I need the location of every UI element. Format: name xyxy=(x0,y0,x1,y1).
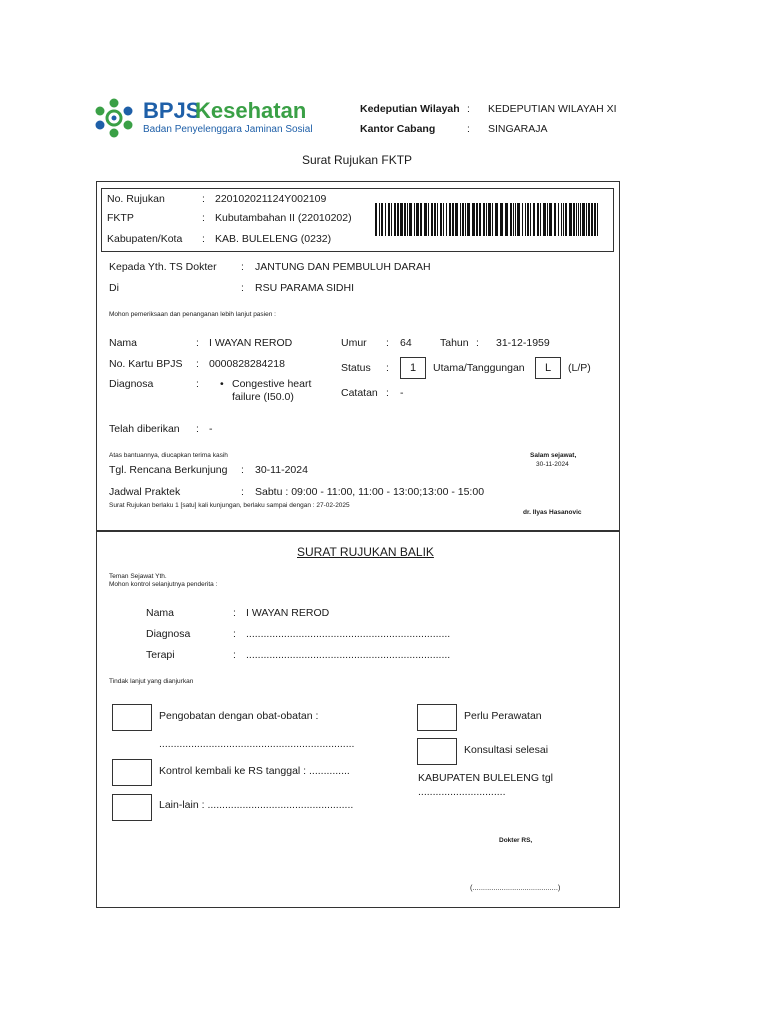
balik-nama-label: Nama xyxy=(146,607,175,619)
balik-diagnosa-value: ...................................................................... xyxy=(246,628,451,640)
tahun-value: 31-12-1959 xyxy=(496,337,550,349)
kantor-value: SINGARAJA xyxy=(488,123,548,135)
barcode-bar xyxy=(554,203,556,236)
colon: : xyxy=(233,649,236,661)
colon: : xyxy=(241,464,244,476)
kedeputian-label: Kedeputian Wilayah xyxy=(360,103,460,115)
barcode-bar xyxy=(582,203,585,236)
barcode-bar xyxy=(569,203,572,236)
barcode-bar xyxy=(437,203,438,236)
pengobatan-label: Pengobatan dengan obat-obatan : xyxy=(159,710,319,722)
barcode-bar xyxy=(597,203,598,236)
diagnosa-label: Diagnosa xyxy=(109,378,154,390)
barcode-bar xyxy=(431,203,433,236)
barcode-bar xyxy=(397,203,399,236)
logo-brand: BPJS xyxy=(143,98,201,123)
barcode-bar xyxy=(537,203,539,236)
teman-text: Teman Sejawat Yth. xyxy=(109,573,167,580)
nama-value: I WAYAN REROD xyxy=(209,337,293,349)
kab-tgl-label: KABUPATEN BULELENG tgl xyxy=(418,772,553,784)
barcode-bar xyxy=(428,203,429,236)
barcode-bar xyxy=(476,203,478,236)
barcode-bar xyxy=(452,203,454,236)
pengobatan-dots: ................................................................... xyxy=(159,738,355,750)
barcode-bar xyxy=(513,203,514,236)
bpjs-logo xyxy=(95,98,315,140)
colon: : xyxy=(233,628,236,640)
barcode-bar xyxy=(479,203,481,236)
barcode-bar xyxy=(449,203,451,236)
barcode-bar xyxy=(472,203,475,236)
utama-label: Utama/Tanggungan xyxy=(433,362,525,374)
barcode-bar xyxy=(522,203,523,236)
mohon-kontrol-text: Mohon kontrol selanjutnya penderita : xyxy=(109,581,218,588)
barcode-bar xyxy=(385,203,386,236)
barcode-bar xyxy=(495,203,498,236)
kepada-value: JANTUNG DAN PEMBULUH DARAH xyxy=(255,261,431,273)
barcode-bar xyxy=(483,203,485,236)
kepada-label: Kepada Yth. TS Dokter xyxy=(109,261,217,273)
di-label: Di xyxy=(109,282,119,294)
tgl-label: Tgl. Rencana Berkunjung xyxy=(109,464,228,476)
barcode-bar xyxy=(467,203,470,236)
catatan-value: - xyxy=(400,387,404,399)
barcode-bar xyxy=(404,203,406,236)
colon: : xyxy=(467,123,470,135)
barcode-bar xyxy=(530,203,531,236)
umur-label: Umur xyxy=(341,337,367,349)
status-value-box: 1 xyxy=(400,357,426,379)
barcode-bar xyxy=(510,203,512,236)
konsultasi-checkbox[interactable] xyxy=(417,738,457,765)
lain-label: Lain-lain : .................................................. xyxy=(159,799,354,811)
kantor-label: Kantor Cabang xyxy=(360,123,436,135)
gender-value-box: L xyxy=(535,357,561,379)
balik-terapi-value: ...................................................................... xyxy=(246,649,451,661)
logo-brand2: Kesehatan xyxy=(195,98,307,123)
colon: : xyxy=(241,282,244,294)
colon: : xyxy=(202,233,205,245)
barcode-image xyxy=(375,203,599,236)
barcode-bar xyxy=(455,203,458,236)
perawatan-label: Perlu Perawatan xyxy=(464,710,542,722)
barcode-bar xyxy=(533,203,535,236)
kontrol-checkbox[interactable] xyxy=(112,759,152,786)
gender-hint: (L/P) xyxy=(568,362,591,374)
colon: : xyxy=(386,387,389,399)
barcode-bar xyxy=(561,203,562,236)
barcode-bar xyxy=(488,203,491,236)
tindak-text: Tindak lanjut yang dianjurkan xyxy=(109,678,194,685)
colon: : xyxy=(386,337,389,349)
balik-title: SURAT RUJUKAN BALIK xyxy=(297,545,434,559)
kartu-label: No. Kartu BPJS xyxy=(109,358,183,370)
jadwal-value: Sabtu : 09:00 - 11:00, 11:00 - 13:00;13:00 - 15:00 xyxy=(255,486,485,498)
colon: : xyxy=(241,261,244,273)
barcode-bar xyxy=(462,203,464,236)
kartu-value: 0000828284218 xyxy=(209,358,285,370)
barcode-bar xyxy=(563,203,564,236)
barcode-bar xyxy=(525,203,526,236)
barcode-bar xyxy=(515,203,516,236)
barcode-bar xyxy=(500,203,503,236)
konsultasi-label: Konsultasi selesai xyxy=(464,744,549,756)
barcode-bar xyxy=(586,203,587,236)
balik-diagnosa-label: Diagnosa xyxy=(146,628,191,640)
barcode-bar xyxy=(394,203,396,236)
berlaku-text: Surat Rujukan berlaku 1 [satu] kali kunjungan, berlaku sampai dengan : 27-02-2025 xyxy=(109,502,350,509)
barcode-bar xyxy=(547,203,548,236)
barcode-bar xyxy=(580,203,581,236)
diagnosa-value-2: failure (I50.0) xyxy=(232,391,294,403)
kab-tgl-dots: .............................. xyxy=(418,786,506,798)
barcode-bar xyxy=(527,203,529,236)
balik-nama-value: I WAYAN REROD xyxy=(246,607,330,619)
barcode-bar xyxy=(540,203,541,236)
barcode-bar xyxy=(505,203,508,236)
barcode-bar xyxy=(591,203,593,236)
barcode-bar xyxy=(414,203,415,236)
barcode-bar xyxy=(416,203,419,236)
barcode-bar xyxy=(388,203,390,236)
di-value: RSU PARAMA SIDHI xyxy=(255,282,354,294)
barcode-bar xyxy=(549,203,552,236)
colon: : xyxy=(196,423,199,435)
balik-terapi-label: Terapi xyxy=(146,649,175,661)
barcode-bar xyxy=(446,203,447,236)
barcode-bar xyxy=(375,203,377,236)
barcode-bar xyxy=(381,203,383,236)
telah-value: - xyxy=(209,423,213,435)
barcode-bar xyxy=(424,203,427,236)
no-rujukan-label: No. Rujukan xyxy=(107,193,165,205)
barcode-bar xyxy=(543,203,546,236)
dokter-rs-label: Dokter RS, xyxy=(499,837,533,844)
nama-label: Nama xyxy=(109,337,138,349)
logo-subtitle: Badan Penyelenggara Jaminan Sosial xyxy=(143,124,313,135)
barcode-bar xyxy=(391,203,392,236)
barcode-bar xyxy=(465,203,466,236)
barcode-bar xyxy=(440,203,442,236)
barcode-bar xyxy=(594,203,596,236)
fktp-value: Kubutambahan II (22010202) xyxy=(215,212,352,224)
colon: : xyxy=(233,607,236,619)
bpjs-emblem-icon xyxy=(95,98,133,138)
kabupaten-label: Kabupaten/Kota xyxy=(107,233,183,245)
no-rujukan-value: 220102021124Y002109 xyxy=(215,193,327,205)
doctor-name: dr. Ilyas Hasanovic xyxy=(523,509,582,516)
barcode-bar xyxy=(409,203,412,236)
barcode-bar xyxy=(517,203,520,236)
colon: : xyxy=(196,337,199,349)
colon: : xyxy=(196,378,199,390)
umur-value: 64 xyxy=(400,337,412,349)
barcode-bar xyxy=(379,203,380,236)
barcode-bar xyxy=(576,203,577,236)
jadwal-label: Jadwal Praktek xyxy=(109,486,181,498)
colon: : xyxy=(196,358,199,370)
barcode-bar xyxy=(558,203,559,236)
signature-line: (.........................................) xyxy=(470,883,561,892)
kedeputian-value: KEDEPUTIAN WILAYAH XI xyxy=(488,103,617,115)
salam-date: 30-11-2024 xyxy=(536,461,569,468)
fktp-label: FKTP xyxy=(107,212,134,224)
salam-text: Salam sejawat, xyxy=(530,452,577,459)
barcode-bar xyxy=(578,203,579,236)
diagnosa-value-1: Congestive heart xyxy=(232,378,312,390)
barcode-bar xyxy=(400,203,403,236)
lain-checkbox[interactable] xyxy=(112,794,152,821)
telah-label: Telah diberikan xyxy=(109,423,180,435)
colon: : xyxy=(241,486,244,498)
perawatan-checkbox[interactable] xyxy=(417,704,457,731)
colon: : xyxy=(386,362,389,374)
bullet: • xyxy=(220,378,224,390)
mohon-text: Mohon pemeriksaan dan penanganan lebih lanjut pasien : xyxy=(109,311,276,318)
page-title: Surat Rujukan FKTP xyxy=(302,153,413,167)
pengobatan-checkbox[interactable] xyxy=(112,704,152,731)
colon: : xyxy=(467,103,470,115)
atas-text: Atas bantuannya, diucapkan terima kasih xyxy=(109,452,228,459)
barcode-bar xyxy=(443,203,444,236)
barcode-bar xyxy=(460,203,461,236)
barcode-bar xyxy=(573,203,575,236)
barcode-bar xyxy=(420,203,422,236)
kabupaten-value: KAB. BULELENG (0232) xyxy=(215,233,332,245)
kontrol-label: Kontrol kembali ke RS tanggal : .............. xyxy=(159,765,350,777)
catatan-label: Catatan xyxy=(341,387,378,399)
tgl-value: 30-11-2024 xyxy=(255,464,308,476)
barcode-bar xyxy=(565,203,567,236)
status-label: Status xyxy=(341,362,371,374)
barcode-bar xyxy=(407,203,408,236)
tahun-label: Tahun xyxy=(440,337,469,349)
barcode-bar xyxy=(492,203,493,236)
barcode-bar xyxy=(486,203,487,236)
colon: : xyxy=(202,212,205,224)
colon: : xyxy=(202,193,205,205)
barcode-bar xyxy=(434,203,436,236)
barcode-bar xyxy=(588,203,590,236)
colon: : xyxy=(476,337,479,349)
